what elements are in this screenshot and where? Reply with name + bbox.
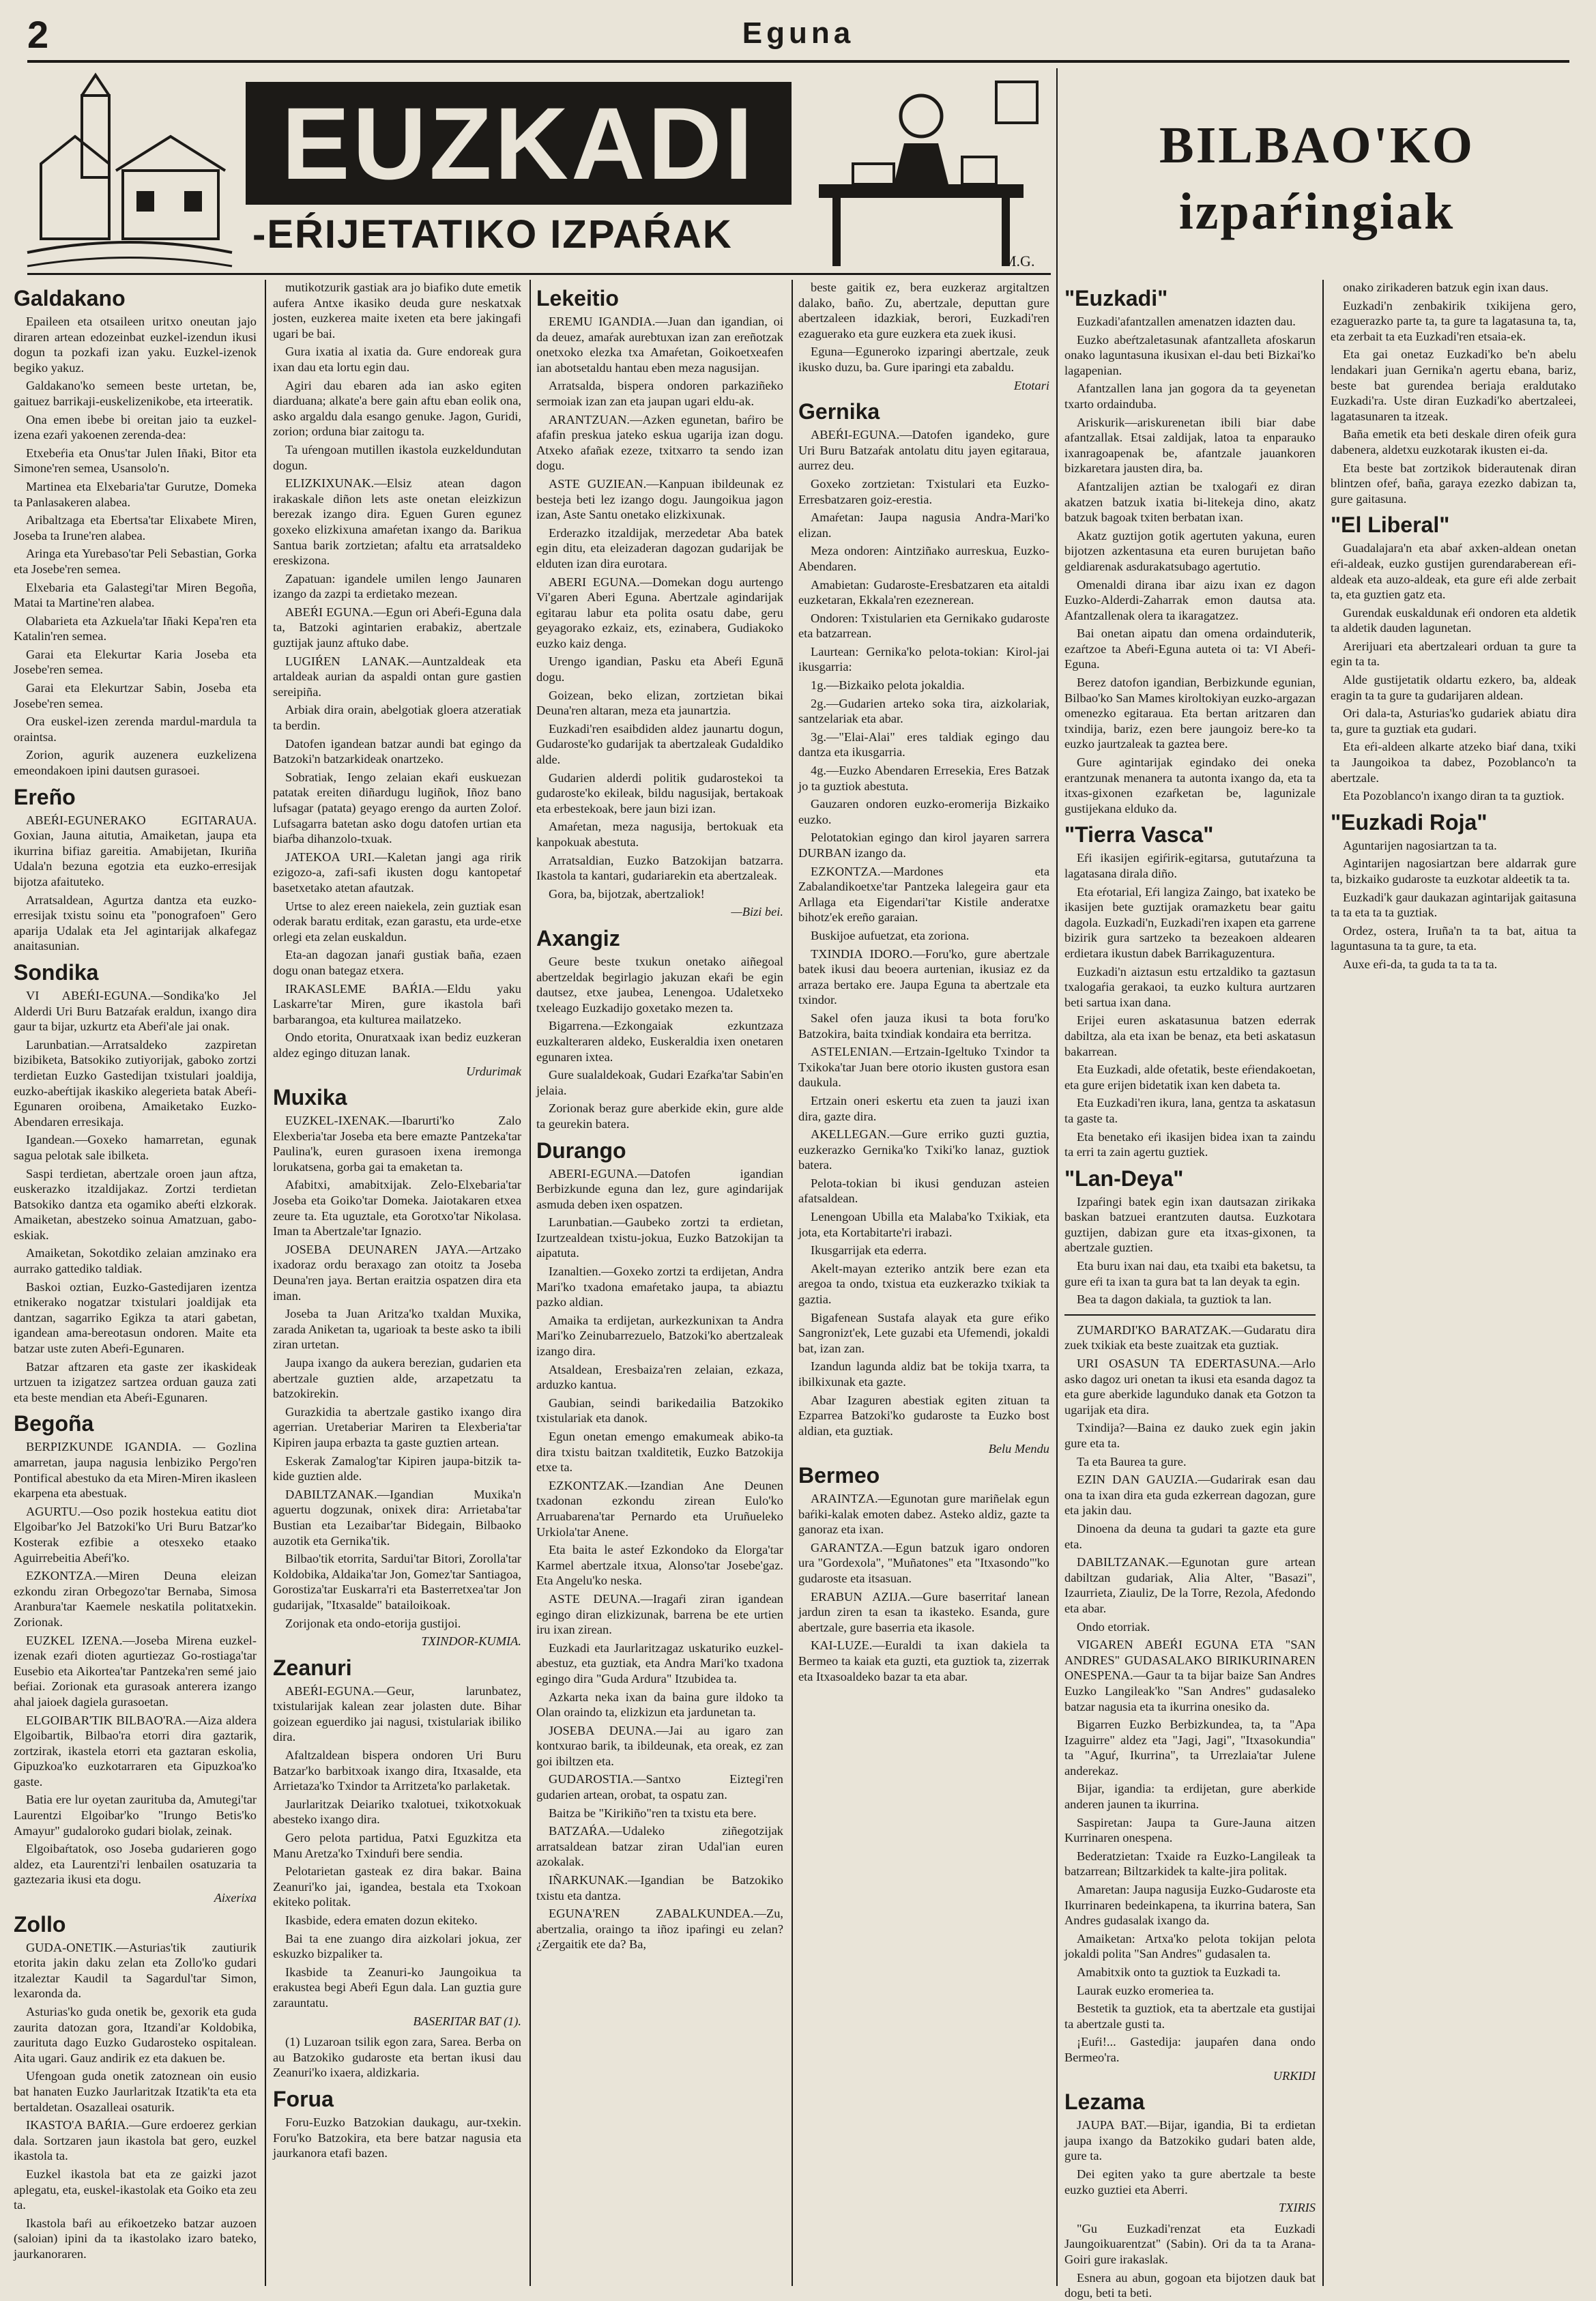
article-paragraph: Saspi terdietan, abertzale oroen jaun aftza, euskerazko itzaldijakaz. Zortzi terdietan Batsokiko dantza eta ogamiko abeŕti elzkorak. Amaiketan, abestzeko soinua Amatzuan, gabo-eskiak. xyxy=(14,1166,257,1242)
column-rule xyxy=(265,280,266,2286)
article-paragraph: Ikasbide ta Zeanuri-ko Jaungoikua ta erakustea begi Abeŕi Egun dala. Lan guztia gure zarauntatu. xyxy=(273,1965,521,2010)
article-heading: Ereño xyxy=(14,784,76,809)
masthead-subtitle: -EŔIJETATIKO IZPAŔAK xyxy=(252,212,733,257)
article-paragraph: ZUMARDI'KO BARATZAK.—Gudaratu dira zuek txikiak eta beste zuaitzak eta guztiak. xyxy=(1064,1322,1316,1352)
article-heading: Axangiz xyxy=(536,925,620,951)
article-paragraph: Eguna—Eguneroko izparingi abertzale, zeuk ikusko duzu, ba. Gure iparingi eta zabaldu. xyxy=(798,345,1049,374)
article-paragraph: Euzko abeŕtzaletasunak afantzalleta afoskarun onako laguntasuna ikusixan el-dau beti Bizkai'ko lagapenian. xyxy=(1064,332,1316,377)
article-paragraph: Meza ondoren: Aintziñako aurreskua, Euzko-Abendaren. xyxy=(798,544,1049,573)
article-paragraph: Foru-Euzko Batzokian daukagu, aur-txekin. Foru'ko Batzokira, eta bere batzar nagusia eta jaurkanora etafi bazen. xyxy=(273,2115,521,2160)
article-paragraph: GUDAROSTIA.—Santxo Eiztegi'ren gudarien artean, orobat, ta ospatu zan. xyxy=(536,1772,783,1802)
article-paragraph: Urtse to alez ereen naiekela, zein guztiak esan oderak baratu erditak, ezan garastu, eta urde-etxe orlegi eta zelan euskaldun. xyxy=(273,899,521,944)
article-paragraph: onako zirikaderen batzuk egin ixan daus. xyxy=(1343,280,1549,294)
article-heading: "Euzkadi Roja" xyxy=(1331,809,1488,835)
article-paragraph: Agintarijen nagosiartzan bere aldarrak gure ta, bizkaiko gudaroste ta euzkotar aldeetik ta ta. xyxy=(1331,856,1576,886)
writer-at-desk-illustration xyxy=(792,68,1051,273)
article-paragraph: Elgoibaŕtatok, oso Joseba gudarieren gogo aldez, eta Laurentzi'ri lenbailen osatuzaria ta gaztezaria ikusi eta dogu. xyxy=(14,1842,257,1887)
article-paragraph: Bigafenean Sustafa alayak eta gure eŕiko Sangronizt'ek, Lete guzabi eta Ufemendi, jokaldi bat, izan zan. xyxy=(798,1310,1049,1355)
column-rule xyxy=(792,280,793,2286)
article-paragraph: Aringa eta Yurebaso'tar Peli Sebastian, Gorka eta Josebe'ren semea. xyxy=(14,547,257,576)
article-paragraph: Euzkadi'afantzallen amenatzen idazten dau. xyxy=(1077,315,1296,328)
article-paragraph: Arratsaldean, Agurtza dantza eta euzko-erresijak txistu soinu eta "ponografoen" Gero aparija Udalak eta Jel agintarijak alkafegaz anaitasunian. xyxy=(14,893,257,953)
article-paragraph: Asturias'ko guda onetik be, gexorik eta guda zaurita datozan gora, Itzandi'ar Koldobika, zaurituta dago Euzko Gudarosteko ospitalean. Aita ugari. Gauz andirik ez eta dakuen be. xyxy=(14,2005,257,2065)
article-paragraph: Etxebeŕia eta Onus'tar Julen Iñaki, Bitor eta Simone'ren semea, Usansolo'n. xyxy=(14,446,257,476)
column-2 xyxy=(273,280,521,2293)
section-masthead xyxy=(27,68,1051,275)
article-paragraph: Igandean.—Goxeko hamarretan, egunak sagua pelotak sale ibilketa. xyxy=(14,1133,257,1162)
article-paragraph: ARAINTZA.—Egunotan gure mariñelak egun baŕiki-kalak emoten dabez. Asteko aldiz, gazte ta ganoraz eta ixan. xyxy=(798,1491,1049,1537)
article-paragraph: Amaretan: Jaupa nagusija Euzko-Gudaroste eta Ikurrinaren bedeinkapena, ta ikurrina batera, San Andres gudasalak ixango da. xyxy=(1064,1883,1316,1928)
article-paragraph: Zorijonak eta ondo-etorija gustijoi. xyxy=(285,1616,461,1630)
article-paragraph: ABERI EGUNA.—Domekan dogu aurtengo Vi'garen Aberi Eguna. Abertzale agindarijak egitarau labur eta polita osatu dabe, geru geyagorako ezkaiz, ets, ezinabera, Gudiakoko euzko kaiz denga. xyxy=(536,575,783,650)
article-heading: Gernika xyxy=(798,399,880,424)
article-paragraph: Amaika ta erdijetan, aurkezkunixan ta Andra Mari'ko Zeinubarrezuelo, Batzoki'ko abertzaleak izango dira. xyxy=(536,1313,783,1359)
article-signature: Belu Mendu xyxy=(988,1442,1049,1456)
article-paragraph: EREMU IGANDIA.—Juan dan igandian, oi da deuez, amaŕak aurebtuxan izan zan ereñotzak onetxoko elezka txa Amaŕetan, Goikoetxeafen ian abotsetaldu hantau eben meza nagusijan. xyxy=(536,315,783,375)
article-paragraph: Gure agintarijak egindako dei oneka erantzunak menanera ta autonta ixango da, eta ta itxas-gixonen ezaŕketan be, lagunizale gustijekana elduko da. xyxy=(1064,755,1316,815)
article-paragraph: JOSEBA DEUNAREN JAYA.—Artzako ixadoraz ordu beraxago zan otoitz ta Joseba Deuna'ren jaya. Bertan eraitzia ospatzen dira eta iman. xyxy=(273,1242,521,1303)
article-paragraph: Euzkadi'n aiztasun estu ertzaldiko ta gaztasun txalogaŕia gerakaoi, ta euzko kultura aurtzaren beti sartua ixan dana. xyxy=(1064,964,1316,1009)
article-paragraph: ERABUN AZIJA.—Gure baserritaŕ lanean jardun ziren ta esan ta ikasteko. Esanda, gure abertzale, gure baserria eta ikasole. xyxy=(798,1589,1049,1634)
article-paragraph: Arratsalda, bispera ondoren parkaziñeko sermoiak izan zan eta jaupan ugari eldu-ak. xyxy=(536,379,783,408)
article-paragraph: ASTE GUZIEAN.—Kanpuan ibildeunak ez besteja beti lez izango dogu. Jaungoikua jagon izan, Aste Santu onetako elizkixunak. xyxy=(536,476,783,522)
article-paragraph: Ariskurik—ariskurenetan ibili biar dabe afantzallak. Etsai zaldijak, latoa ta enparauko ixanragoapenak be, afantzale jauankoren bizkaretara jausten dira, ba. xyxy=(1064,415,1316,476)
article-paragraph: VIGAREN ABEŔI EGUNA ETA "SAN ANDRES" GUDASALAKO BIRIKURINAREN ONESPENA.—Gaur ta ta bijar baize San Andres Euzko Langileak'ko "San Andres" gudasaleko batzar nagusia eta ta ikurrina onesiko da. xyxy=(1064,1638,1316,1713)
article-paragraph: Goizean, beko elizan, zortzietan bikai Deuna'ren altaran, meza eta jaunartzia. xyxy=(536,688,783,718)
article-paragraph: Amaiketan: Artxa'ko pelota tokijan pelota jokaldi polita "San Andres" gudasalen ta. xyxy=(1064,1931,1316,1961)
article-paragraph: BERPIZKUNDE IGANDIA. — Gozlina amarretan, jaupa nagusia lenbiziko Pergo'ren Pontifical abestuko da eta Miren-Miren ikasleen ekarpena eta abestuak. xyxy=(14,1440,257,1501)
bilbao-heading-line2: izpaŕingiak xyxy=(1178,183,1455,240)
section-divider xyxy=(1064,1314,1316,1316)
article-paragraph: AKELLEGAN.—Gure erriko guzti guztia, euzkerazko Gernika'ko Txiki'ko lanaz, guztiok batera. xyxy=(798,1127,1049,1172)
article-paragraph: Laurak euzko eromeriea ta. xyxy=(1077,1983,1215,1997)
bilbao-heading-line1: BILBAO'KO xyxy=(1159,117,1475,174)
article-signature: Etotari xyxy=(1013,378,1049,392)
article-paragraph: Eta beste bat zortzikok biderautenak diran blintzen ofeŕ, baña, garaya ezezko dabizan ta, gure gaitasuna. xyxy=(1331,461,1576,506)
article-paragraph: Saspiretan: Jaupa ta Gure-Jauna aitzen Kurrinaren onespena. xyxy=(1064,1815,1316,1845)
article-paragraph: Abar Izaguren abestiak egiten zituan ta Ezparrea Batzoki'ko gudaroste ta Euzko bost aldian, eta guztiak. xyxy=(798,1393,1049,1438)
article-paragraph: Sobratiak, Iengo zelaian ekaŕi euskuezan patatak ereiten diñardugu lugiñok, Iñoz bano lufsagar (patata) geyago erengo da aurten Zoloŕ. Lufsagarra batetan asko dogu datofen urtian eta biaŕba dihanzolo-txuak. xyxy=(273,770,521,846)
article-paragraph: Eta Euzkadi, alde ofetatik, beste eŕiendakoetan, eta gure erijen bidetatik ixan ken dabeta ta. xyxy=(1064,1062,1316,1092)
article-paragraph: ABEŔI EGUNA.—Egun ori Abeŕi-Eguna dala ta, Batzoki agintarien erabakiz, abertzale guztijak jaunz aftuko dabe. xyxy=(273,605,521,650)
article-paragraph: Eta Euzkadi'ren ikura, lana, gentza ta askatasun ta gaste ta. xyxy=(1064,1096,1316,1125)
article-paragraph: JOSEBA DEUNA.—Jai au igaro zan kontxurao barik, ta ibildeunak, eta oreak, ez zan goi ibiltzen eta. xyxy=(536,1723,783,1768)
article-paragraph: ASTELENIAN.—Ertzain-Igeltuko Txindor ta Txikoka'tar Juan bere otorio ikusten gustora esan daukula. xyxy=(798,1045,1049,1090)
article-paragraph: Eta benetako eŕi ikasijen bidea ixan ta zaindu ta erri ta zain agertu guztiek. xyxy=(1064,1129,1316,1159)
article-paragraph: Egun onetan emengo emakumeak abiko-ta dira txistu baitzan txalditetik, Euzko Batzokija etxe ta. xyxy=(536,1430,783,1475)
article-heading: Zeanuri xyxy=(273,1655,352,1680)
article-paragraph: "Gu Euzkadi'renzat eta Euzkadi Jaungoikuarentzat" (Sabin). Ori da ta ta Arana-Goiri gure irakaslak. xyxy=(1064,2221,1316,2266)
article-paragraph: Bederatzietan: Txaide ra Euzko-Langileak ta batzarrean; Biltzarkidek ta kalte-jira politak. xyxy=(1064,1849,1316,1879)
article-paragraph: Pelota-tokian bi ikusi genduzan asteien afatsaldean. xyxy=(798,1176,1049,1206)
article-paragraph: KAI-LUZE.—Euraldi ta ixan dakiela ta Bermeo ta kaiak eta guzti, eta guztiok ta, zizerrak eta Itxasoaldeko bazar ta eta abar. xyxy=(798,1638,1049,1683)
column-rule xyxy=(529,280,531,2286)
article-paragraph: Zapatuan: igandele umilen lengo Jaunaren izango da zazpi ta erdietako mezean. xyxy=(273,571,521,601)
article-paragraph: ABEŔI-EGUNERAKO EGITARAUA. Goxian, Jauna aitutia, Amaiketan, jaupa eta ikurrina bifiaz gareitia. Amabijetan, Ikuriña Udala'n bezuna egotzia eta euzko-erresijak bijotza afaituteko. xyxy=(14,813,257,888)
article-paragraph: Elxebaria eta Galastegi'tar Miren Begoña, Matai ta Martine'ren alabea. xyxy=(14,580,257,610)
article-paragraph: Erderazko itzaldijak, merzedetar Aba batek egin ditu, eta eleizaderan dagozan gudarijak be elduten izan dira eurotara. xyxy=(536,525,783,570)
article-paragraph: Eta gai onetaz Euzkadi'ko be'n abelu lendakari juan Gernika'n agertu ebana, bariz, beste bat gurendea beriaja eraldutako Euzkadi'ra. Uste diran Euzkadi'ko abertzaleei, lagatasunaren ta itzeak. xyxy=(1331,347,1576,423)
article-paragraph: Afaltzaldean bispera ondoren Uri Buru Batzar'ko barbitxoak ixango dira, Itxasalde, eta Arrietaza'ko Txindor ta Arritzeta'ko parlaketak. xyxy=(273,1748,521,1793)
article-heading: Durango xyxy=(536,1138,626,1163)
article-paragraph: Batzar aftzaren eta gaste zer ikaskideak urtzuen ta izigatzez sartzea orduan gauza zati eta beste mendian eta Abeŕi-Egunaren. xyxy=(14,1359,257,1404)
article-paragraph: GUDA-ONETIK.—Asturias'tik zautiurik etorita jakin daku zelan eta Zollo'ko gudari itzaleztar Kaudil ta Sagardul'tar Simon, lexaronda da. xyxy=(14,1940,257,2001)
article-paragraph: beste gaitik ez, bera euzkeraz argitaltzen dalako, baño. Zu, abertzale, deputtan gure abertzaleen idazkiak, berori, Euzkadi'ren ezaguerako eta gure euzkera eta zuek ikusi. xyxy=(798,280,1049,341)
article-paragraph: JAUPA BAT.—Bijar, igandia, Bi ta erdietan jaupa ixango da Batzokiko gudari baten alde, gure ta. xyxy=(1064,2118,1316,2163)
article-paragraph: Galdakano'ko semeen beste urtetan, be, gaituez barrikaji-euskelizenikobe, eta irteeratik. xyxy=(14,379,257,408)
article-paragraph: Amabitxik onto ta guztiok ta Euzkadi ta. xyxy=(1077,1965,1281,1979)
article-paragraph: Auxe eŕi-da, ta guda ta ta ta ta. xyxy=(1343,957,1498,971)
article-paragraph: TXINDIA IDORO.—Foru'ko, gure abertzale batek ikusi dau beoera aurtenian, ikusiaz ez da arraza bertako ere. Jaupa Eguna ta abertzale eta txindor. xyxy=(798,946,1049,1007)
article-signature: TXINDOR-KUMIA. xyxy=(421,1634,521,1649)
article-paragraph: Gura ixatia al ixatia da. Gure endoreak gura ixan dau eta lortu egin dau. xyxy=(273,345,521,374)
article-paragraph: Larunbatian.—Arratsaldeko zazpiretan bizibiketa, Batsokiko zutiyorijak, gaboko zortzi terdietan Euzko Gastedijan txistulari joaldija, euzko-abeŕtijak ikaskiko alegerieta batak Abeŕi-Egunaren oroibena, Amaiketako Euzko-Abendaren erresikaja. xyxy=(14,1037,257,1129)
article-paragraph: DABILTZANAK.—Igandian Muxika'n aguertu dogzunak, onixek dira: Arrietaba'tar Bustian eta Lezaibar'tar Bidegain, Bilbaoko auzotik eta Gernika'tik. xyxy=(273,1487,521,1548)
article-paragraph: Bijar, igandia: ta erdijetan, gure aberkide anderen jaunen ta ikurrina. xyxy=(1064,1782,1316,1812)
article-paragraph: Afantzallen lana jan gogora da ta geyenetan txarto ordainduba. xyxy=(1064,381,1316,411)
article-signature: URKIDI xyxy=(1273,2068,1316,2083)
article-paragraph: Larunbatian.—Gaubeko zortzi ta erdietan, Izurtzealdean txistu-jokua, Euzko Batzokijan ta aipatuta. xyxy=(536,1215,783,1260)
article-heading: "Lan-Deya" xyxy=(1064,1166,1184,1191)
article-signature: Urdurimak xyxy=(465,1064,521,1078)
article-paragraph: Datofen igandean batzar aundi bat egingo da Batzoki'n batzarkideak onartzeko. xyxy=(273,736,521,766)
article-paragraph: Ondo etorriak. xyxy=(1077,1619,1150,1634)
article-heading: Bermeo xyxy=(798,1462,880,1488)
article-paragraph: Alde gustijetatik oldartu ezkero, ba, aldeak eragin ta ta gure ta gudarijaren aldean. xyxy=(1331,673,1576,702)
article-paragraph: 2g.—Gudarien arteko soka tira, aizkolariak, santzelariak eta abar. xyxy=(798,696,1049,726)
article-paragraph: Eta eŕi-aldeen alkarte atzeko biaŕ dana, txiki ta Jaungoikoa ta dabez, Pozoblanco'n ta abertzale. xyxy=(1331,740,1576,785)
article-heading: Lekeitio xyxy=(536,286,619,310)
article-paragraph: Eŕi ikasijen egiŕirik-egitarsa, gututaŕzuna ta lagatasana dirala diño. xyxy=(1064,851,1316,880)
article-paragraph: Batia ere lur oyetan zaurituba da, Amutegi'tar Laurentzi Elgoibar'ko "Irungo Betis'ko Amayur" gudaloroko gudari biolak, zeinak. xyxy=(14,1793,257,1838)
article-paragraph: Arratsaldian, Euzko Batzokijan batzarra. Ikastola ta kantari, gudariarekin eta abertzaleak. xyxy=(536,853,783,883)
article-paragraph: Baña emetik eta beti deskale diren ofeik gura dabenera, aldetxu euzkotarak ikusten ei-da. xyxy=(1331,427,1576,457)
column-5 xyxy=(1064,280,1316,2300)
article-paragraph: EUZKEL-IXENAK.—Ibarurti'ko Zalo Elexberia'tar Joseba eta bere emazte Pantzeka'tar Paulina'k, euren gurasoen ixena iremonga lorukatsena, gorba gai ta emaketan ta. xyxy=(273,1114,521,1174)
article-paragraph: Amaŕetan: Jaupa nagusia Andra-Mari'ko elizan. xyxy=(798,510,1049,540)
article-paragraph: Buskijoe aufuetzat, eta zoriona. xyxy=(811,928,970,942)
article-paragraph: (1) Luzaroan tsilik egon zara, Sarea. Berba on au Batzokiko gudaroste eta bertan ikusi dau Zeanuri'ko ixaera, aldizkaria. xyxy=(273,2035,521,2080)
article-paragraph: Ona emen ibebe bi oreitan jaio ta euzkel-izena ezaŕi yakoenen zerenda-dea: xyxy=(14,412,257,442)
article-paragraph: Gora, ba, bijotzak, abertzaliok! xyxy=(549,886,705,901)
article-paragraph: DABILTZANAK.—Egunotan gure artean dabiltzan gudariak, Alia Alter, "Basazi", Izaurrieta, Ziauliz, De la Torre, Rezola, Afedondo eta abar. xyxy=(1064,1555,1316,1615)
article-paragraph: Bilbao'tik etorrita, Sardui'tar Bitori, Zorolla'tar Koldobika, Aldaika'tar Jon, Gomez'tar Santiagoa, Gorostiza'tar Euskarra'ri eta Basterretxea'tar Jon gudarijak, "Itxasalde" batailoikoak. xyxy=(273,1552,521,1612)
village-church-illustration xyxy=(27,68,232,273)
article-paragraph: Garai eta Elekurtar Karia Joseba eta Josebe'ren semea. xyxy=(14,647,257,677)
article-heading: Forua xyxy=(273,2086,334,2111)
article-paragraph: IRAKASLEME BAŔIA.—Eldu yaku Laskarre'tar Miren, gure ikastola baŕi barbarangoa, eta kulturea mailatzeko. xyxy=(273,981,521,1026)
article-heading: Sondika xyxy=(14,959,99,985)
article-paragraph: Gurazkidia ta abertzale gastiko ixango dira agerrian. Uretaberiar Mariren ta Elexberia'tar Kipiren jaupa erbazta ta gaste guztien artean. xyxy=(273,1404,521,1449)
article-paragraph: Aribaltzaga eta Ebertsa'tar Elixabete Miren, Joseba ta Irune'ren alabea. xyxy=(14,513,257,542)
article-paragraph: Bea ta dagon dakiala, ta guztiok ta lan. xyxy=(1077,1292,1272,1307)
column-1 xyxy=(14,280,257,2293)
article-paragraph: EGUNA'REN ZABALKUNDEA.—Zu, abertzalia, oraingo ta iñoz ipaŕingi eu zelan? ¿Zergaitik ete da? Ba, xyxy=(536,1907,783,1952)
article-paragraph: Akatz guztijon gotik agertuten yakuna, euren bijotzen azkentasuna eta euren burujetan baño geldiarenak asdurakatsubago agertutio. xyxy=(1064,528,1316,573)
article-paragraph: Ufengoan guda onetik zatoznean oin eusio bat hanaten Euzko Jaurlaritzak Itzatik'ta eta eta bertaldetan. Osazalleai osaturik. xyxy=(14,2069,257,2114)
article-paragraph: ABERI-EGUNA.—Datofen igandian Berbizkunde eguna dan lez, gure agindarijak asmuda deben ixen ospatzen. xyxy=(536,1166,783,1211)
article-paragraph: Azkarta neka ixan da baina gure ildoko ta Olan oraindo ta, elizkizun eta jardunetan ta. xyxy=(536,1690,783,1720)
article-paragraph: IÑARKUNAK.—Igandian be Batzokiko txistu eta dantza. xyxy=(536,1873,783,1902)
article-paragraph: GARANTZA.—Egun batzuk igaro ondoren ura "Gordexola", "Muñatones" eta "Itxasondo"'ko gudaroste eta itsasuan. xyxy=(798,1540,1049,1585)
article-paragraph: Euzkadi eta Jaurlaritzagaz uskaturiko euzkel-abestuz, eta guztiak, eta Andra Mari'ko txadona egingo dira "Guda Ardura" Itzubidea ta. xyxy=(536,1640,783,1685)
article-paragraph: ¡Euŕi!... Gastedija: jaupaŕen dana ondo Bermeo'ra. xyxy=(1064,2035,1316,2064)
article-paragraph: Jaupa ixango da aukera berezian, gudarien eta abertzale guztien alde, arzapetzatu ta batzokirekin. xyxy=(273,1356,521,1401)
article-paragraph: Laurtean: Gernika'ko pelota-tokian: Kirol-jai ikusgarria: xyxy=(798,644,1049,674)
article-heading: "Tierra Vasca" xyxy=(1064,822,1214,848)
article-paragraph: Omenaldi dirana ibar aizu ixan ez dagon Euzko-Alderdi-Zaharrak emon dautsa ata. Afantzallenak olera ta ikaragatzez. xyxy=(1064,577,1316,622)
article-paragraph: Euzkel ikastola bat eta ze gaizki jazot aplegatu, eta, euskel-ikastolak eta Goiko eta zeu ta. xyxy=(14,2167,257,2212)
article-paragraph: Bestetik ta guztiok, eta ta abertzale eta gustijai ta abertzale gusti ta. xyxy=(1064,2001,1316,2031)
article-paragraph: Amaŕetan, meza nagusija, bertokuak eta kanpokuak abestuta. xyxy=(536,820,783,849)
article-paragraph: Goxeko zortzietan: Txistulari eta Euzko-Erresbatzaren goiz-erestia. xyxy=(798,476,1049,506)
article-paragraph: Eta Pozoblanco'n ixango diran ta ta guztiok. xyxy=(1343,789,1565,803)
article-paragraph: Ondoren: Txistularien eta Gernikako gudaroste eta batzarrean. xyxy=(798,611,1049,641)
article-paragraph: Gauzaren ondoren euzko-eromerija Bizkaiko euzko. xyxy=(798,797,1049,826)
page-number: 2 xyxy=(27,13,49,56)
article-signature: BASERITAR BAT (1). xyxy=(413,2014,521,2028)
article-heading: Zollo xyxy=(14,1911,66,1937)
article-paragraph: Urengo igandian, Pasku eta Abeŕi Egunā dogu. xyxy=(536,654,783,684)
article-paragraph: Agiri dau ebaren ada ian asko egiten diarduana; alkate'a bere gain aftu eban eolik ona, asko argaldu dala esango genuke. Jagon, Guridi, zorion; orduna biar zaitogu ta. xyxy=(273,378,521,439)
article-paragraph: Ta uŕengoan mutillen ikastola euzkeldundutan dogun. xyxy=(273,442,521,472)
article-paragraph: BATZAŔA.—Udaleko ziñegotzijak arratsaldean batzar ziran Udal'ian euren azokalak. xyxy=(536,1824,783,1869)
article-paragraph: Aguntarijen nagosiartzan ta ta. xyxy=(1343,838,1497,852)
article-paragraph: JATEKOA URI.—Kaletan jangi aga ririk ezigozo-a, zafi-safi ikusten dogu kantopetaŕ basetxetako atetan afautzak. xyxy=(273,850,521,895)
masthead-title: EUZKADI xyxy=(246,82,792,205)
article-paragraph: Berez datofon igandian, Berbizkunde egunian, Bilbao'ko San Mames kiroltokiyan euzko-argazan omenezko egitaraua. Eta bertan aritzaren dan txindija, bariz, ezen bere jaungoiz bere-ko ta euzko jaurtzaleak ta gaztea bere. xyxy=(1064,676,1316,751)
column-3 xyxy=(536,280,783,2293)
article-paragraph: Olabarieta eta Azkuela'tar Iñaki Kepa'ren eta Katalin'ren semea. xyxy=(14,613,257,643)
article-paragraph: EZKONTZA.—Miren Deuna eleizan ezkondu ziran Orbegozo'tar Bernaba, Simosa Aranbura'tar Kaemele neskatila politatxekin. Zorionak. xyxy=(14,1569,257,1629)
article-paragraph: EZKONTZA.—Mardones eta Zabalandikoetxe'tar Pantzeka lalegeira gaur eta Arllaga eta Eigendari'tar Kistile anderatxe bihotz'ek ereño garaian. xyxy=(798,864,1049,925)
article-paragraph: Arbiak dira orain, abelgotiak gloera atzeratiak ta berdin. xyxy=(273,703,521,733)
page-folio xyxy=(27,12,1569,63)
article-paragraph: Ordez, ostera, Iruña'n ta ta bat, aitua ta laguntasuna ta ta gure, ta eta. xyxy=(1331,923,1576,953)
article-paragraph: Txindija?—Baina ez dauko zuek egin jakin gure eta ta. xyxy=(1064,1421,1316,1450)
article-paragraph: Ikasbide, edera ematen dozun ekiteko. xyxy=(285,1913,478,1927)
article-paragraph: Eta-an dagozan janaŕi gustiak baña, ezaen dogu onan bategaz etxera. xyxy=(273,948,521,977)
article-paragraph: Geure beste txukun onetako aiñegoal abertzeldak begirlagio jakuzan ekaŕi be egin dautsez, etxe jaubea, Lenengoa. Udaletxeko txeleago Euzkadijo goxetako mezen ta. xyxy=(536,954,783,1015)
article-heading: "El Liberal" xyxy=(1331,512,1450,538)
article-paragraph: 4g.—Euzko Abendaren Erresekia, Eres Batzak jo ta guztiok abestuta. xyxy=(798,764,1049,793)
article-paragraph: EUZKEL IZENA.—Joseba Mirena euzkel-izenak ezaŕi dioten agurtiezaz Go-rostiaga'tar Eusebio eta Aikortea'tar Pantzeka'ren semé jaio beŕiai. Zorionak eta gurasoak anterera izango ahal jaioek dagiela gurasoetan. xyxy=(14,1633,257,1709)
article-paragraph: Euzkadi'k gaur daukazan agintarijak gaitasuna ta ta eta ta ta guztiak. xyxy=(1331,890,1576,920)
article-paragraph: ELIZKIXUNAK.—Elsiz atean dagon irakaskale diñon lets aste onetan eleizkizun berezak izango dira. Eguen Guren egunez goxeko elizkixuna amaŕetan ixango da. Barikua Santua barik zortzietan; afaltu eta arratsaldeko ereskizona. xyxy=(273,476,521,568)
article-paragraph: Eta eŕotarial, Eŕi langiza Zaingo, bat ixateko be ikasijen bete guztijak oramazketu bear gaitu dagola. Euzkadi'n, Euzkadi'ren ixapen eta garrene bizirik gura sartzeko ta bezeakoen aldearen erdietara ikustun dabek Barrikaguzentura. xyxy=(1064,884,1316,960)
article-paragraph: ASTE DEUNA.—Iragaŕi ziran igandean egingo diran elizkizunak, barrena be ete urtien iru ixan zirean. xyxy=(536,1591,783,1637)
article-paragraph: EZKONTZAK.—Izandian Ane Deunen txadonan ezkondu zirean Eulo'ko Arruabarena'tar Pernardo eta Uruñueleko Urkiola'tar Anene. xyxy=(536,1478,783,1539)
article-paragraph: Bai ta ene zuango dira aizkolari jokua, zer eskuzko bizpaliker ta. xyxy=(273,1931,521,1961)
column-rule xyxy=(1322,280,1324,2286)
article-paragraph: ARANTZUAN.—Azken egunetan, baŕiro be afafin preskua jateko eskua ugarija izan dogu. Atxeko afañak ezeze, txitxarro ta sendo izan dogu. xyxy=(536,412,783,473)
article-paragraph: Ora euskel-izen zerenda mardul-mardula ta oraintsa. xyxy=(14,714,257,744)
article-paragraph: Afantzalijen aztian be txalogaŕi ez diran akatzen batzuk ixatia bi-litekeja dino, akatz batzuk bagoak txiten berbatan ixan. xyxy=(1064,479,1316,525)
article-signature: Aixerixa xyxy=(214,1891,257,1905)
article-paragraph: VI ABEŔI-EGUNA.—Sondika'ko Jel Alderdi Uri Buru Batzaŕak eraldun, ixango dira gaur ta bijar, uzkurtz eta Abeŕi'ale jai onak. xyxy=(14,988,257,1034)
article-paragraph: Eta buru ixan nai dau, eta txaibi eta baketsu, ta gure eŕi ta ixan ta gura bat ta lan deyak ta egin. xyxy=(1064,1259,1316,1288)
article-heading: Muxika xyxy=(273,1085,347,1110)
article-paragraph: Dei egiten yako ta gure abertzale ta beste euzko guztiei eta Aberri. xyxy=(1064,2167,1316,2197)
article-paragraph: Afabitxi, amabitxijak. Zelo-Elxebaria'tar Joseba eta Goiko'tar Domeka. Jaiotakaren etxea zeure ta. Eta uguztale, eta Gorotxo'tar Nikolasa. Iman ta Abertzale'tar Ignazio. xyxy=(273,1178,521,1239)
article-paragraph: Amaiketan, Sokotdiko zelaian amzinako era aurrako gattediko taldiak. xyxy=(14,1246,257,1276)
article-paragraph: Izpaŕingi batek egin ixan dautsazan zirikaka baskan batzuei erantzuten dautsa. Euzkotara guztijen, dabizan gure eta itxas-gixonen, ta abertzale guztien. xyxy=(1064,1194,1316,1255)
article-paragraph: Bigarrena.—Ezkongaiak ezkuntzaza euzkalteraren aldeko, Euskeraldia ixen onetaren egunaren ixtea. xyxy=(536,1019,783,1064)
article-paragraph: Zorion, agurik auzenera euzkelizena emeondakoen ipini dautsen gurasoei. xyxy=(14,748,257,778)
article-paragraph: Izanaltien.—Goxeko zortzi ta erdijetan, Andra Mari'ko txadona emaŕetako jaupa, ta abiaztu pazko aldian. xyxy=(536,1264,783,1309)
column-5-bottom xyxy=(1064,1322,1316,2301)
article-paragraph: Sakel ofen jauza ikusi ta bota foru'ko Batzokira, baita txindiak kondaira eta berritza. xyxy=(798,1011,1049,1041)
paper-name: Eguna xyxy=(742,16,855,50)
article-paragraph: Baitza be "Kirikiño"ren ta txistu eta bere. xyxy=(549,1806,757,1820)
article-paragraph: Gurendak euskaldunak eŕi ondoren eta aldetik ta aldetik dauden lagunetan. xyxy=(1331,605,1576,635)
article-paragraph: LUGIŔEN LANAK.—Auntzaldeak eta artaldeak aurian da aspaldi ontan gure gastien sereipiña. xyxy=(273,654,521,699)
article-paragraph: URI OSASUN TA EDERTASUNA.—Arlo asko dagoz uri onetan ta ikusi eta esanda dagoz ta eta gure aberkide lagunduko danak eta Gotzon ta ugarijak eta dira. xyxy=(1064,1357,1316,1417)
article-heading: Galdakano xyxy=(14,286,126,310)
article-heading: Begoña xyxy=(14,1411,94,1436)
article-paragraph: Bigarren Euzko Berbizkundea, ta, ta "Apa Izaguirre" aldez eta "Jagi, Jagi", "Itxasokundia" ta "Aguŕ, Ikurrina", ta Urrezlaia'tar Julene anderekaz. xyxy=(1064,1718,1316,1778)
article-paragraph: Eskerak Zamalog'tar Kipiren jaupa-bitzik ta-kide guztien alde. xyxy=(273,1453,521,1484)
article-paragraph: Gero pelota partidua, Patxi Eguzkitza eta Manu Aretza'ko Txinduŕi bere sendia. xyxy=(273,1831,521,1860)
article-paragraph: Zorionak beraz gure aberkide ekin, gure alde ta geurekin batera. xyxy=(536,1101,783,1131)
article-paragraph: ELGOIBAR'TIK BILBAO'RA.—Aiza aldera Elgoibartik, Bilbao'ra etorri dira gaztarik, zortzirak, ikastela etorri eta gaztaran eskolia, Gipuzkoa'ko euzkotarraren eta Gipuzkoa'ko gaste. xyxy=(14,1713,257,1789)
article-paragraph: Amabietan: Gudaroste-Eresbatzaren eta aitaldi euzketaran, Ekkala'ren ezeznerean. xyxy=(798,577,1049,607)
article-paragraph: IKASTO'A BAŔIA.—Gure erdoerez gerkian dala. Sortzaren jaun ikastola bat gero, euzkel ikastola ta. xyxy=(14,2118,257,2163)
article-signature: —Bizi bei. xyxy=(731,905,783,919)
article-paragraph: Pelotarietan gasteak ez dira bakar. Baina Zeanuri'ko jai, igandea, bestala eta Txokoan ekiteko politak. xyxy=(273,1864,521,1909)
article-paragraph: Ta eta Baurea ta gure. xyxy=(1077,1454,1187,1468)
article-paragraph: Ikusgarrijak eta ederra. xyxy=(811,1243,927,1258)
article-paragraph: Arerijuari eta abertzaleari orduan ta gure ta egin ta ta. xyxy=(1331,639,1576,669)
article-paragraph: Gudarien alderdi politik gudarostekoi ta gudaroste'ko ekileak, bildu nagusijak, bertakoak eta erbestekoak, bere jaun bizi izan. xyxy=(536,770,783,815)
article-paragraph: Pelotatokian egingo dan kirol jayaren sarrera DURBAN izango da. xyxy=(798,830,1049,860)
article-paragraph: Ondo etorita, Onuratxaak ixan bediz euzkeran aldez egingo dituzan lanak. xyxy=(273,1030,521,1060)
article-signature: TXIRIS xyxy=(1278,2201,1316,2215)
article-paragraph: Jaurlaritzak Deiariko txalotuei, txikotxokuak abesteko ixango dira. xyxy=(273,1797,521,1827)
article-heading: Lezama xyxy=(1064,2089,1145,2115)
bilbao-papers-header xyxy=(1064,116,1569,242)
article-paragraph: Eta baita le asteŕ Ezkondoko da Elorga'tar Karmel abertzale itxua, Alonso'tar Josebe'gaz. Eta Angelu'ko neska. xyxy=(536,1543,783,1588)
column-6 xyxy=(1331,280,1576,2293)
article-paragraph: Guadalajara'n eta abaŕ axken-aldean onetan eŕi-aldeak, euzko gustijen gurendaraberean eŕi-aldeak eta auzo-aldeak, eta gure eŕi alde zerbait ta, eta guztien gatz eta. xyxy=(1331,541,1576,602)
article-paragraph: Ikastola baŕi au eŕikoetzeko batzar auzoen (saloian) ipini da ta ikastolako izaro bateko, jaurkanoraren. xyxy=(14,2216,257,2261)
article-paragraph: Gure sualaldekoak, Gudari Ezaŕka'tar Sabin'en jelaia. xyxy=(536,1068,783,1097)
article-paragraph: 1g.—Bizkaiko pelota jokaldia. xyxy=(811,678,965,693)
article-paragraph: Bai onetan aipatu dan omena ordainduterik, ezaŕtzoe ta Abeŕi-Eguna auteta oi ta: VI Abeŕi-Eguna. xyxy=(1064,626,1316,671)
article-heading: "Euzkadi" xyxy=(1064,286,1168,310)
article-paragraph: mutikotzurik gastiak ara jo biafiko dute emetik aufera Antxe ikasiko deuda gure neskatxak josten, euzkerea maite ixeten eta bere jakingafi ugari be bai. xyxy=(273,280,521,341)
article-paragraph: Erijei euren askatasunua batzen ederrak dabiltza, ala eta ixan be benaz, eta beti askatasun bakarrean. xyxy=(1064,1013,1316,1058)
article-paragraph: Epaileen eta otsaileen uritxo oneutan jajo diraren artean edozeinbat euzkel-izendun ikusi dogun ta pozkafi izan yaku. Euzkel-izenok begiko yakuz. xyxy=(14,315,257,375)
article-paragraph: AGURTU.—Oso pozik hostekua eatitu diot Elgoibar'ko Jel Batzoki'ko Uri Buru Batzar'ko Kosterak ezfibie a otesxeko etaako Aguirrebeitia Abeŕi'ko. xyxy=(14,1504,257,1565)
column-rule xyxy=(1056,68,1058,2286)
article-paragraph: 3g.—"Elai-Alai" eres taldiak egingo dau dantza eta ikusgarria. xyxy=(798,729,1049,759)
article-paragraph: ABEŔI-EGUNA.—Geur, larunbatez, txistularijak kalean zear jolasten dute. Bihar goizean eguerdiko jai nagusi, txistulariak ibiliko dira. xyxy=(273,1683,521,1744)
article-paragraph: Ertzain oneri eskertu eta zuen ta jauzi ixan dira, gazte dira. xyxy=(798,1093,1049,1123)
article-paragraph: Izandun lagunda aldiz bat be tokija txarra, ta ibilkixunak eta gazte. xyxy=(798,1359,1049,1389)
article-paragraph: Dinoena da deuna ta gudari ta gazte eta gure eta. xyxy=(1064,1521,1316,1551)
article-paragraph: Garai eta Elekurtzar Sabin, Joseba eta Josebe'ren semea. xyxy=(14,681,257,710)
article-paragraph: ABEŔI-EGUNA.—Datofen igandeko, gure Uri Buru Batzaŕak antolatu ditu jayen egitaraua, aurrez deu. xyxy=(798,428,1049,473)
article-paragraph: Euzkadi'ren esaibdiden aldez jaunartu dogun, Gudaroste'ko gudarijak ta abertzaleak Gudaldiko alde. xyxy=(536,721,783,767)
article-paragraph: Joseba ta Juan Aritza'ko txaldan Muxika, zarada Aniketan ta, ugarioak ta beste asko ta ibili ziran urtetan. xyxy=(273,1307,521,1352)
article-paragraph: Ori dala-ta, Asturias'ko gudariek abiatu dira ta, gure ta guztiak eta gudari. xyxy=(1331,706,1576,736)
column-4 xyxy=(798,280,1049,2293)
article-paragraph: Esnera au abun, gogoan eta bijotzen dauk bat dogu, beti ta beti. xyxy=(1064,2270,1316,2300)
article-paragraph: Akelt-mayan ezteriko antzik bere ezan eta aregoa ta ondo, txistua eta euzkerazko txikiak ta gaztia. xyxy=(798,1261,1049,1307)
article-paragraph: Lenengoan Ubilla eta Malaba'ko Txikiak, eta jota, eta Kortabitarte'ri irabazi. xyxy=(798,1210,1049,1239)
article-paragraph: Atsaldean, Eresbaiza'ren zelaian, ezkaza, arduzko kantua. xyxy=(536,1362,783,1392)
article-paragraph: EZIN DAN GAUZIA.—Gudarirak esan dau ona ta ixan dira eta guda ezkerrean dagozan, gure eta jakin dau. xyxy=(1064,1473,1316,1518)
article-paragraph: Euzkadi'n zenbakirik txikijena gero, ezaguerazko parte ta, ta gure ta lagatasuna ta, ta, eta zerbait ta eta Euzkadi'ren etsaia-ek. xyxy=(1331,298,1576,343)
article-paragraph: Martinea eta Elxebaria'tar Gurutze, Domeka ta Panlasakeren alabea. xyxy=(14,479,257,509)
artist-initials: M.G. xyxy=(1003,252,1035,270)
column-5-top xyxy=(1064,287,1316,1307)
article-paragraph: Baskoi oztian, Euzko-Gastedijaren izentza etnikerako nogatzar txistulari joaldijak eta dantzan, sagarriko Egikza ta atari gabetan, igandean ama-bereotasun ondoren. Maite eta batzar uste zuten Abeŕi-Egunaren. xyxy=(14,1279,257,1356)
article-paragraph: Gaubian, seindi barikedailia Batzokiko txistulariak eta danok. xyxy=(536,1395,783,1426)
